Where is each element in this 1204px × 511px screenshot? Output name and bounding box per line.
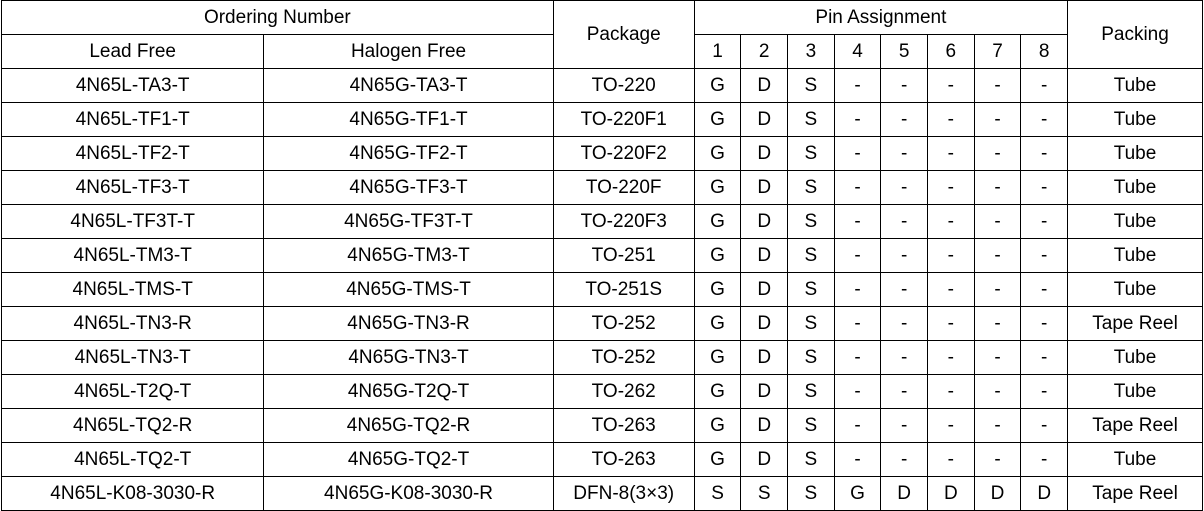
cell-pin-5: - bbox=[881, 307, 928, 341]
header-pin-6: 6 bbox=[928, 35, 975, 69]
cell-pin-5: - bbox=[881, 273, 928, 307]
cell-pin-4: - bbox=[834, 171, 881, 205]
cell-pin-6: - bbox=[928, 171, 975, 205]
header-pin-4: 4 bbox=[834, 35, 881, 69]
cell-pin-6: - bbox=[928, 137, 975, 171]
table-row bbox=[2, 103, 1203, 137]
cell-halogen-free: 4N65G-TQ2-T bbox=[264, 443, 553, 477]
header-pin-3: 3 bbox=[788, 35, 835, 69]
cell-lead-free: 4N65L-TF3-T bbox=[2, 171, 264, 205]
header-row-top bbox=[2, 1, 1203, 35]
cell-pin-2: D bbox=[741, 205, 788, 239]
cell-pin-2: D bbox=[741, 171, 788, 205]
cell-pin-7: - bbox=[974, 239, 1021, 273]
cell-packing: Tube bbox=[1068, 239, 1203, 273]
cell-pin-4: - bbox=[834, 103, 881, 137]
cell-pin-2: D bbox=[741, 409, 788, 443]
cell-packing: Tube bbox=[1068, 341, 1203, 375]
cell-pin-2: S bbox=[741, 477, 788, 511]
cell-pin-3: S bbox=[788, 171, 835, 205]
cell-pin-8: - bbox=[1021, 205, 1068, 239]
cell-pin-4: - bbox=[834, 307, 881, 341]
cell-pin-1: G bbox=[694, 171, 741, 205]
cell-lead-free: 4N65L-TF1-T bbox=[2, 103, 264, 137]
cell-pin-8: - bbox=[1021, 239, 1068, 273]
cell-pin-5: - bbox=[881, 103, 928, 137]
cell-pin-2: D bbox=[741, 273, 788, 307]
header-pin-1: 1 bbox=[694, 35, 741, 69]
cell-lead-free: 4N65L-TM3-T bbox=[2, 239, 264, 273]
cell-halogen-free: 4N65G-K08-3030-R bbox=[264, 477, 553, 511]
cell-pin-6: - bbox=[928, 103, 975, 137]
cell-pin-2: D bbox=[741, 375, 788, 409]
cell-pin-8: - bbox=[1021, 375, 1068, 409]
cell-halogen-free: 4N65G-TN3-T bbox=[264, 341, 553, 375]
cell-pin-5: - bbox=[881, 205, 928, 239]
header-packing: Packing bbox=[1068, 1, 1203, 69]
header-ordering-number: Ordering Number bbox=[2, 1, 554, 35]
cell-pin-1: G bbox=[694, 443, 741, 477]
cell-lead-free: 4N65L-TF3T-T bbox=[2, 205, 264, 239]
cell-pin-1: G bbox=[694, 239, 741, 273]
cell-pin-8: - bbox=[1021, 443, 1068, 477]
table-row bbox=[2, 409, 1203, 443]
header-lead-free: Lead Free bbox=[2, 35, 264, 69]
cell-pin-3: S bbox=[788, 341, 835, 375]
cell-packing: Tube bbox=[1068, 375, 1203, 409]
cell-packing: Tube bbox=[1068, 137, 1203, 171]
cell-pin-6: - bbox=[928, 239, 975, 273]
cell-pin-7: - bbox=[974, 307, 1021, 341]
table-row bbox=[2, 137, 1203, 171]
cell-pin-3: S bbox=[788, 477, 835, 511]
table-row bbox=[2, 477, 1203, 511]
cell-pin-5: - bbox=[881, 375, 928, 409]
cell-pin-6: - bbox=[928, 69, 975, 103]
header-pin-7: 7 bbox=[974, 35, 1021, 69]
cell-pin-2: D bbox=[741, 69, 788, 103]
cell-pin-5: - bbox=[881, 171, 928, 205]
cell-pin-1: G bbox=[694, 103, 741, 137]
cell-pin-7: - bbox=[974, 443, 1021, 477]
cell-halogen-free: 4N65G-T2Q-T bbox=[264, 375, 553, 409]
cell-pin-8: - bbox=[1021, 103, 1068, 137]
cell-pin-7: - bbox=[974, 205, 1021, 239]
cell-pin-3: S bbox=[788, 103, 835, 137]
cell-packing: Tube bbox=[1068, 103, 1203, 137]
cell-pin-1: G bbox=[694, 137, 741, 171]
cell-packing: Tape Reel bbox=[1068, 307, 1203, 341]
cell-pin-4: - bbox=[834, 273, 881, 307]
table-body bbox=[2, 69, 1203, 511]
cell-pin-6: - bbox=[928, 341, 975, 375]
header-package: Package bbox=[553, 1, 694, 69]
cell-pin-2: D bbox=[741, 443, 788, 477]
cell-pin-5: - bbox=[881, 239, 928, 273]
cell-packing: Tube bbox=[1068, 273, 1203, 307]
cell-lead-free: 4N65L-TN3-T bbox=[2, 341, 264, 375]
cell-pin-1: G bbox=[694, 341, 741, 375]
header-pin-2: 2 bbox=[741, 35, 788, 69]
cell-pin-3: S bbox=[788, 137, 835, 171]
cell-lead-free: 4N65L-TQ2-R bbox=[2, 409, 264, 443]
cell-pin-3: S bbox=[788, 307, 835, 341]
table-row bbox=[2, 341, 1203, 375]
cell-package: DFN-8(3×3) bbox=[553, 477, 694, 511]
cell-package: TO-220F bbox=[553, 171, 694, 205]
cell-pin-7: - bbox=[974, 341, 1021, 375]
table-row bbox=[2, 69, 1203, 103]
cell-halogen-free: 4N65G-TF1-T bbox=[264, 103, 553, 137]
table-row bbox=[2, 239, 1203, 273]
cell-packing: Tape Reel bbox=[1068, 409, 1203, 443]
table-row bbox=[2, 375, 1203, 409]
cell-pin-7: - bbox=[974, 137, 1021, 171]
cell-pin-1: G bbox=[694, 409, 741, 443]
table-row bbox=[2, 443, 1203, 477]
cell-pin-7: - bbox=[974, 409, 1021, 443]
cell-pin-7: - bbox=[974, 375, 1021, 409]
cell-lead-free: 4N65L-TA3-T bbox=[2, 69, 264, 103]
cell-package: TO-251 bbox=[553, 239, 694, 273]
cell-pin-8: - bbox=[1021, 69, 1068, 103]
cell-halogen-free: 4N65G-TQ2-R bbox=[264, 409, 553, 443]
cell-lead-free: 4N65L-TQ2-T bbox=[2, 443, 264, 477]
cell-pin-2: D bbox=[741, 137, 788, 171]
cell-pin-5: - bbox=[881, 443, 928, 477]
cell-halogen-free: 4N65G-TF3-T bbox=[264, 171, 553, 205]
cell-pin-4: - bbox=[834, 443, 881, 477]
cell-packing: Tape Reel bbox=[1068, 477, 1203, 511]
cell-lead-free: 4N65L-T2Q-T bbox=[2, 375, 264, 409]
cell-pin-3: S bbox=[788, 375, 835, 409]
cell-pin-8: D bbox=[1021, 477, 1068, 511]
cell-pin-1: S bbox=[694, 477, 741, 511]
cell-pin-5: - bbox=[881, 409, 928, 443]
cell-pin-2: D bbox=[741, 103, 788, 137]
cell-pin-5: - bbox=[881, 69, 928, 103]
ordering-information-table bbox=[1, 0, 1203, 511]
cell-pin-4: G bbox=[834, 477, 881, 511]
cell-pin-6: D bbox=[928, 477, 975, 511]
cell-halogen-free: 4N65G-TF3T-T bbox=[264, 205, 553, 239]
cell-pin-4: - bbox=[834, 341, 881, 375]
cell-pin-3: S bbox=[788, 273, 835, 307]
cell-pin-6: - bbox=[928, 273, 975, 307]
cell-package: TO-220F1 bbox=[553, 103, 694, 137]
cell-package: TO-251S bbox=[553, 273, 694, 307]
table-row bbox=[2, 171, 1203, 205]
cell-pin-4: - bbox=[834, 409, 881, 443]
cell-pin-6: - bbox=[928, 205, 975, 239]
cell-pin-2: D bbox=[741, 239, 788, 273]
cell-lead-free: 4N65L-TN3-R bbox=[2, 307, 264, 341]
cell-package: TO-262 bbox=[553, 375, 694, 409]
cell-pin-6: - bbox=[928, 307, 975, 341]
cell-pin-3: S bbox=[788, 409, 835, 443]
cell-pin-3: S bbox=[788, 69, 835, 103]
cell-pin-4: - bbox=[834, 375, 881, 409]
cell-pin-4: - bbox=[834, 239, 881, 273]
cell-pin-7: - bbox=[974, 69, 1021, 103]
cell-lead-free: 4N65L-TF2-T bbox=[2, 137, 264, 171]
cell-package: TO-220 bbox=[553, 69, 694, 103]
cell-pin-1: G bbox=[694, 69, 741, 103]
cell-packing: Tube bbox=[1068, 171, 1203, 205]
cell-pin-7: - bbox=[974, 171, 1021, 205]
header-pin-assignment: Pin Assignment bbox=[694, 1, 1067, 35]
cell-pin-7: - bbox=[974, 103, 1021, 137]
cell-pin-6: - bbox=[928, 409, 975, 443]
cell-pin-3: S bbox=[788, 205, 835, 239]
cell-packing: Tube bbox=[1068, 69, 1203, 103]
cell-pin-2: D bbox=[741, 341, 788, 375]
cell-pin-5: - bbox=[881, 137, 928, 171]
cell-pin-3: S bbox=[788, 239, 835, 273]
cell-package: TO-220F2 bbox=[553, 137, 694, 171]
cell-pin-1: G bbox=[694, 273, 741, 307]
cell-pin-8: - bbox=[1021, 409, 1068, 443]
cell-pin-1: G bbox=[694, 307, 741, 341]
cell-pin-7: - bbox=[974, 273, 1021, 307]
cell-halogen-free: 4N65G-TM3-T bbox=[264, 239, 553, 273]
cell-pin-2: D bbox=[741, 307, 788, 341]
cell-pin-8: - bbox=[1021, 273, 1068, 307]
cell-packing: Tube bbox=[1068, 443, 1203, 477]
cell-package: TO-263 bbox=[553, 443, 694, 477]
cell-pin-1: G bbox=[694, 375, 741, 409]
cell-package: TO-252 bbox=[553, 307, 694, 341]
cell-pin-5: - bbox=[881, 341, 928, 375]
header-pin-8: 8 bbox=[1021, 35, 1068, 69]
cell-package: TO-220F3 bbox=[553, 205, 694, 239]
cell-pin-7: D bbox=[974, 477, 1021, 511]
table-row bbox=[2, 205, 1203, 239]
cell-pin-5: D bbox=[881, 477, 928, 511]
table-row bbox=[2, 273, 1203, 307]
cell-pin-4: - bbox=[834, 137, 881, 171]
cell-pin-8: - bbox=[1021, 137, 1068, 171]
table-row bbox=[2, 307, 1203, 341]
cell-pin-6: - bbox=[928, 375, 975, 409]
cell-pin-3: S bbox=[788, 443, 835, 477]
cell-pin-8: - bbox=[1021, 307, 1068, 341]
cell-pin-1: G bbox=[694, 205, 741, 239]
cell-pin-6: - bbox=[928, 443, 975, 477]
cell-pin-4: - bbox=[834, 205, 881, 239]
cell-halogen-free: 4N65G-TN3-R bbox=[264, 307, 553, 341]
cell-halogen-free: 4N65G-TMS-T bbox=[264, 273, 553, 307]
header-halogen-free: Halogen Free bbox=[264, 35, 553, 69]
cell-lead-free: 4N65L-TMS-T bbox=[2, 273, 264, 307]
cell-package: TO-263 bbox=[553, 409, 694, 443]
cell-package: TO-252 bbox=[553, 341, 694, 375]
cell-halogen-free: 4N65G-TF2-T bbox=[264, 137, 553, 171]
table-header bbox=[2, 1, 1203, 69]
cell-pin-8: - bbox=[1021, 341, 1068, 375]
cell-pin-8: - bbox=[1021, 171, 1068, 205]
header-pin-5: 5 bbox=[881, 35, 928, 69]
cell-halogen-free: 4N65G-TA3-T bbox=[264, 69, 553, 103]
cell-lead-free: 4N65L-K08-3030-R bbox=[2, 477, 264, 511]
cell-pin-4: - bbox=[834, 69, 881, 103]
cell-packing: Tube bbox=[1068, 205, 1203, 239]
